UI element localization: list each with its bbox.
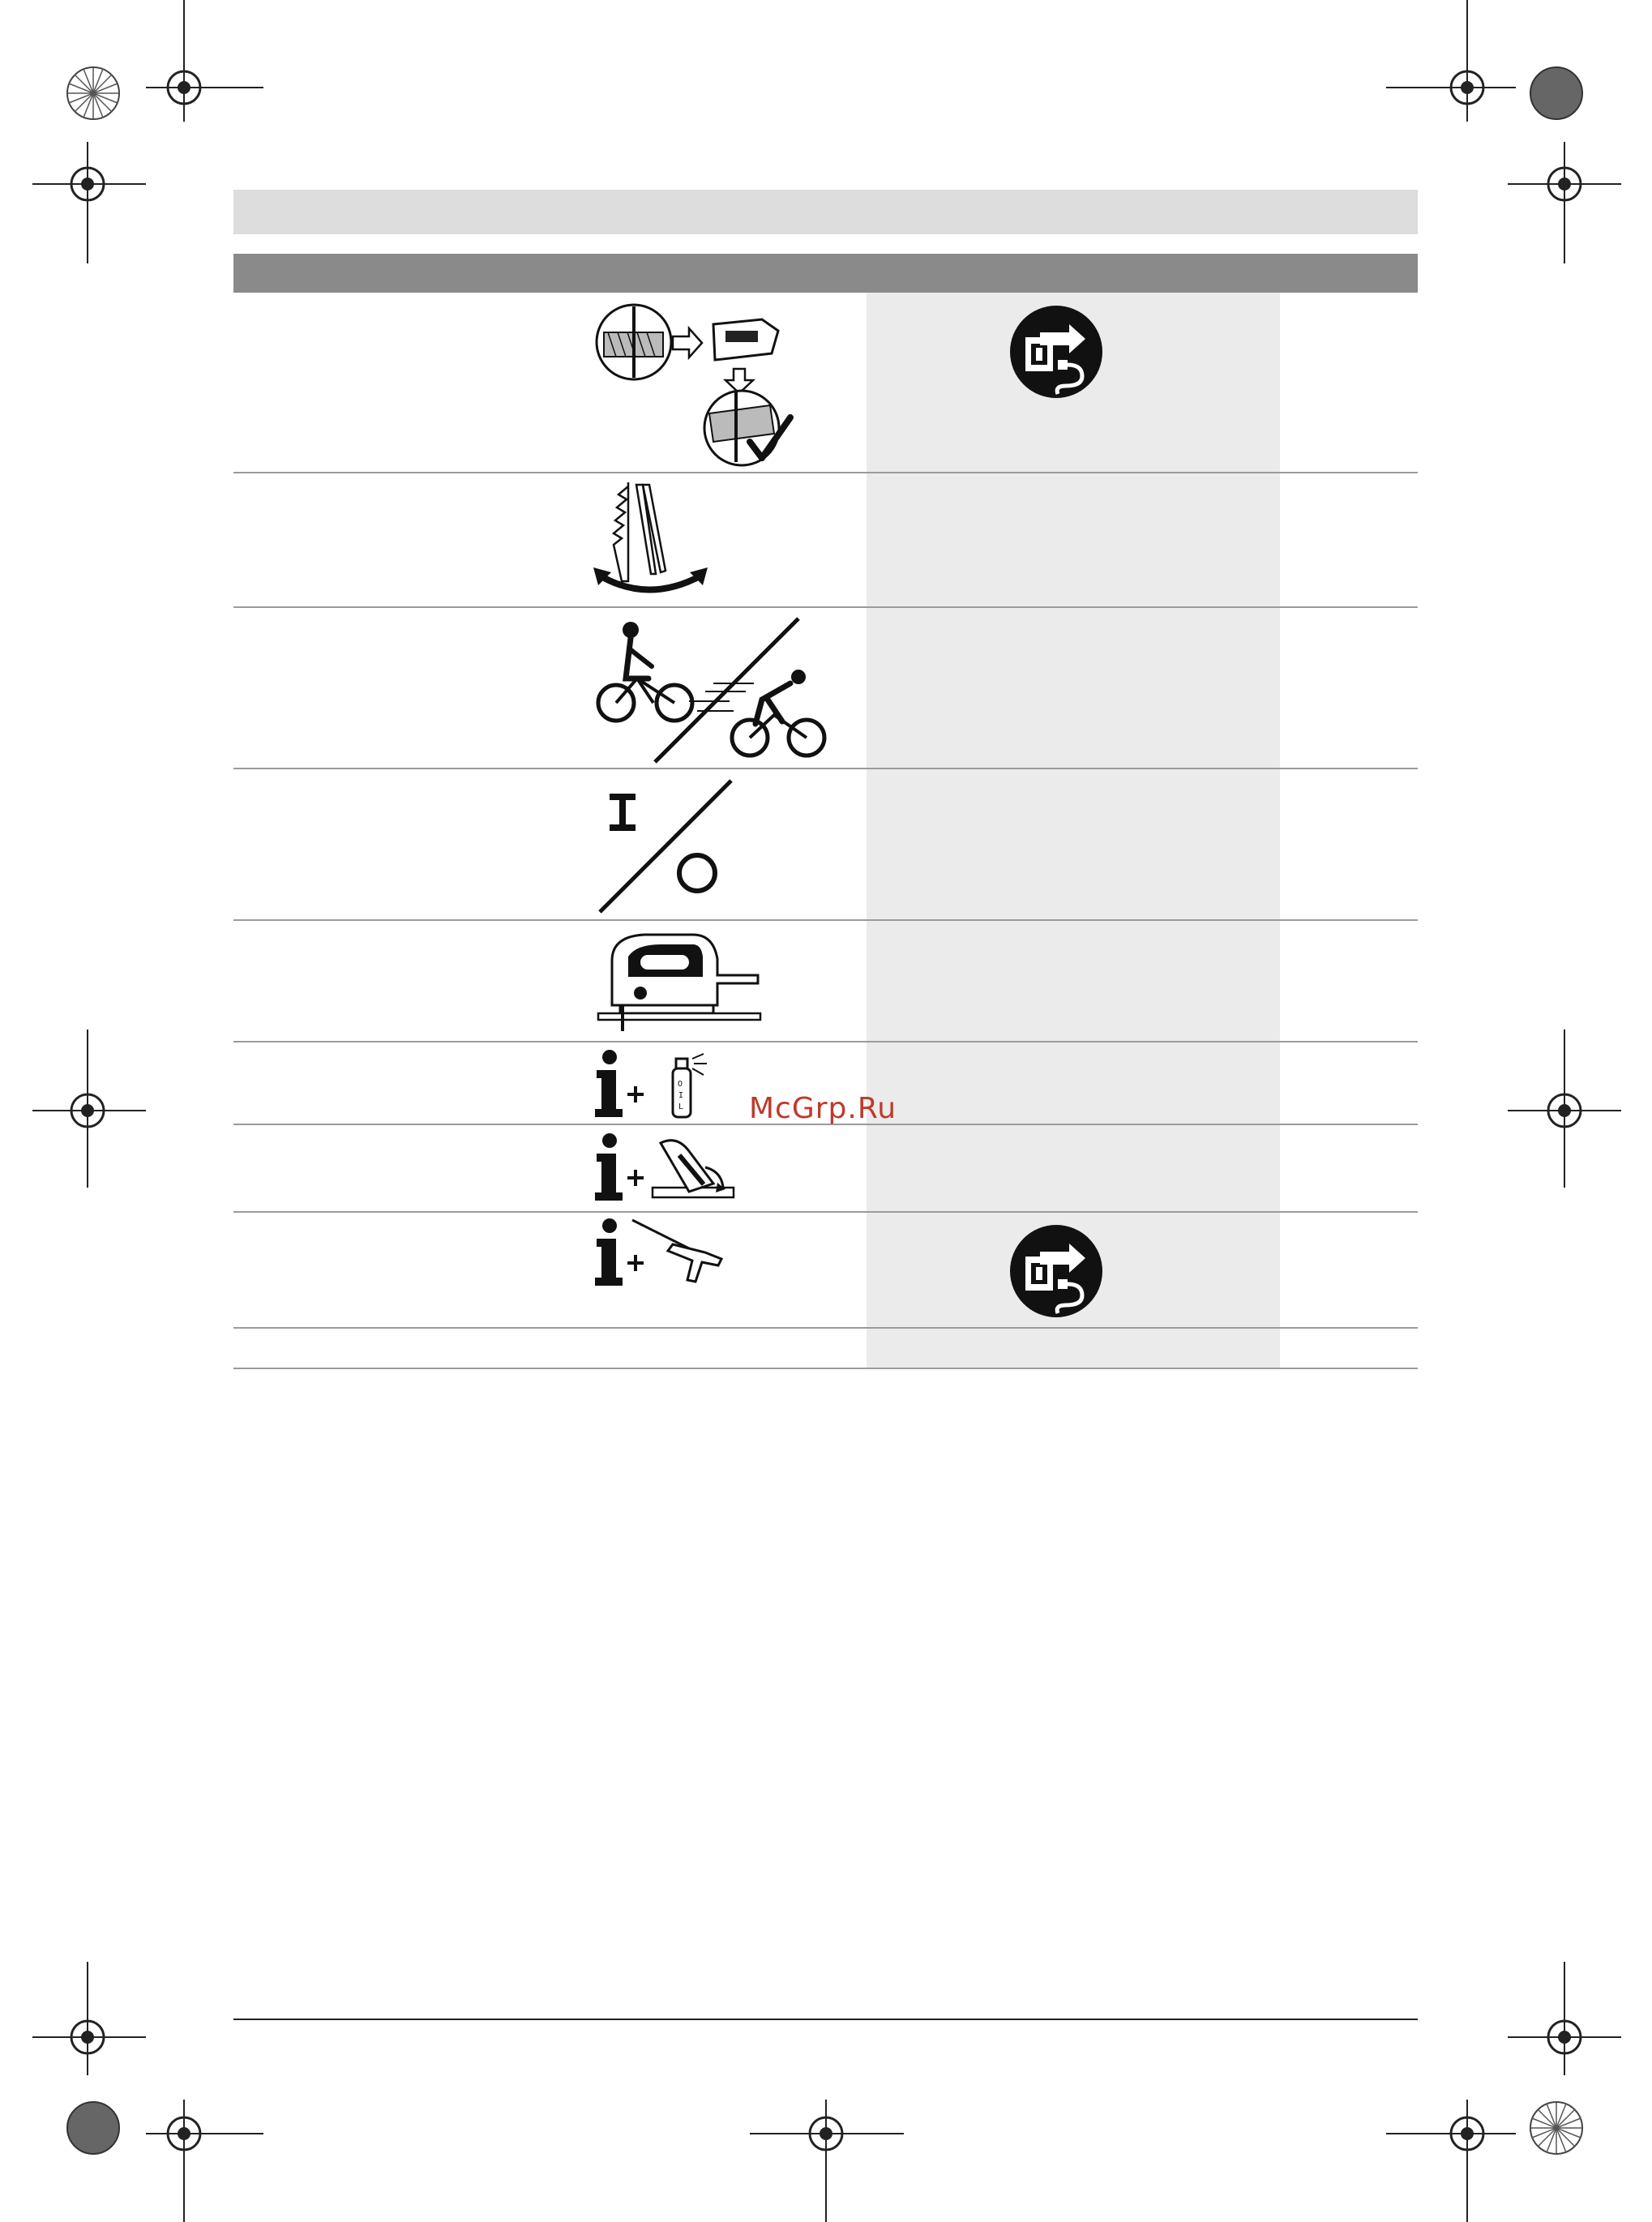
row-divider [233,1368,1418,1369]
table-header-bar [233,254,1418,293]
footer-rule [233,2019,1418,2020]
crosshair-mark-bottom-left-1 [32,1962,146,2083]
crosshair-mark-bottom-right-2 [1508,1962,1621,2083]
svg-text:I: I [678,1091,684,1100]
saw-blades-flexing-icon [592,478,713,600]
info-plus-base-plate-tilt-icon [592,1131,738,1209]
row-divider [233,768,1418,769]
watermark: McGrp.Ru [749,1092,897,1125]
svg-text:L: L [678,1102,684,1111]
crosshair-mark-mid-right [1508,1030,1621,1192]
crosshair-mark-top-2 [32,142,146,263]
on-off-switch-icon [592,774,738,920]
jigsaw-blade-guide-icon [592,300,802,470]
unplug-power-icon [1008,303,1105,400]
crosshair-mark-top-1 [146,0,267,138]
row-divider [233,1041,1418,1042]
solid-disc-mark-bottom-left [61,2096,126,2160]
registration-mark-bottom-right [1524,2096,1589,2160]
crosshair-mark-bottom-left-2 [146,2091,267,2222]
row-divider [233,472,1418,473]
jigsaw-on-workpiece-icon [592,924,770,1038]
row-divider [233,919,1418,921]
solid-disc-mark-top-right [1524,61,1589,126]
shaded-column [867,293,1280,1368]
crosshair-mark-top-right-2 [1508,142,1621,263]
unplug-power-icon [1008,1222,1105,1320]
info-plus-dust-extraction-icon [592,1216,738,1294]
row-divider [233,606,1418,608]
row-divider [233,1327,1418,1329]
svg-text:O: O [678,1080,683,1089]
header-band [233,190,1418,234]
row-divider [233,1211,1418,1213]
cycling-speed-icon [592,612,827,766]
crosshair-mark-mid-left [32,1030,146,1192]
crosshair-mark-bottom-center [746,2091,908,2222]
crosshair-mark-bottom-right-1 [1386,2091,1516,2222]
crosshair-mark-top-right-1 [1386,0,1516,138]
info-plus-oil-spray-icon [592,1047,730,1122]
registration-mark-top-left [57,49,146,138]
